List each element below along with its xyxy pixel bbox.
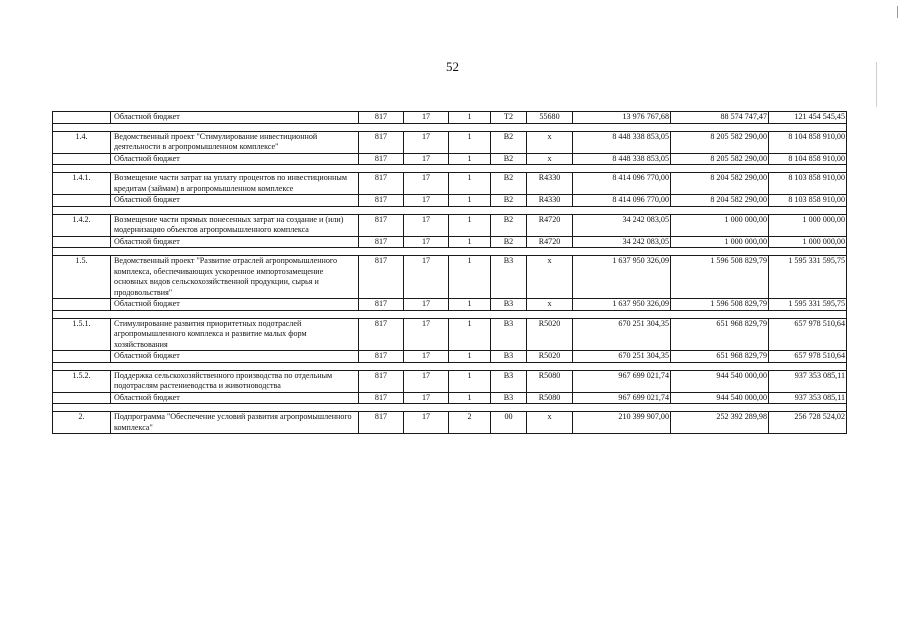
ministry-code-cell: 817 xyxy=(359,299,404,311)
amount-year3-cell: 1 000 000,00 xyxy=(769,214,847,236)
spacer-cell xyxy=(111,165,359,173)
amount-year3-cell: 8 104 858 910,00 xyxy=(769,153,847,165)
program-item-row xyxy=(53,412,847,434)
row-spacer xyxy=(53,206,847,214)
spacer-cell xyxy=(449,165,491,173)
spacer-cell xyxy=(53,404,111,412)
row-name-cell: Областной бюджет xyxy=(111,392,359,404)
amount-year3-cell: 1 595 331 595,75 xyxy=(769,299,847,311)
spacer-cell xyxy=(449,123,491,131)
amount-year2-cell: 8 204 582 290,00 xyxy=(671,195,769,207)
amount-year1-cell: 8 448 338 853,05 xyxy=(573,131,671,153)
program-code-cell: 17 xyxy=(404,173,449,195)
row-number-cell xyxy=(53,351,111,363)
expense-direction-cell: х xyxy=(527,299,573,311)
row-number-cell xyxy=(53,112,111,124)
measure-code-cell: В2 xyxy=(491,195,527,207)
spacer-cell xyxy=(53,206,111,214)
budget-source-row xyxy=(53,195,847,207)
expense-direction-cell: R5080 xyxy=(527,370,573,392)
spacer-cell xyxy=(527,165,573,173)
spacer-cell xyxy=(491,206,527,214)
amount-year1-cell: 34 242 083,05 xyxy=(573,236,671,248)
spacer-cell xyxy=(573,362,671,370)
program-code-cell: 17 xyxy=(404,112,449,124)
row-name-cell: Подпрограмма "Обеспечение условий развития агропромышленного комплекса" xyxy=(111,412,359,434)
ministry-code-cell: 817 xyxy=(359,370,404,392)
scan-edge-mark xyxy=(897,6,898,18)
program-code-cell: 17 xyxy=(404,412,449,434)
expense-direction-cell: R4720 xyxy=(527,236,573,248)
spacer-cell xyxy=(769,310,847,318)
spacer-cell xyxy=(491,165,527,173)
amount-year1-cell: 967 699 021,74 xyxy=(573,392,671,404)
spacer-cell xyxy=(404,362,449,370)
subprogram-code-cell: 1 xyxy=(449,299,491,311)
measure-code-cell: В2 xyxy=(491,153,527,165)
amount-year2-cell: 651 968 829,79 xyxy=(671,351,769,363)
measure-code-cell: В2 xyxy=(491,236,527,248)
row-spacer xyxy=(53,310,847,318)
spacer-cell xyxy=(111,206,359,214)
amount-year2-cell: 944 540 000,00 xyxy=(671,392,769,404)
budget-source-row xyxy=(53,351,847,363)
measure-code-cell: В3 xyxy=(491,370,527,392)
spacer-cell xyxy=(573,123,671,131)
amount-year1-cell: 1 637 950 326,09 xyxy=(573,256,671,299)
program-item-row xyxy=(53,214,847,236)
spacer-cell xyxy=(671,165,769,173)
measure-code-cell: В2 xyxy=(491,214,527,236)
ministry-code-cell: 817 xyxy=(359,112,404,124)
budget-source-row xyxy=(53,112,847,124)
spacer-cell xyxy=(111,248,359,256)
spacer-cell xyxy=(573,165,671,173)
spacer-cell xyxy=(769,206,847,214)
row-name-cell: Областной бюджет xyxy=(111,195,359,207)
ministry-code-cell: 817 xyxy=(359,131,404,153)
program-code-cell: 17 xyxy=(404,214,449,236)
ministry-code-cell: 817 xyxy=(359,412,404,434)
program-code-cell: 17 xyxy=(404,392,449,404)
row-number-cell: 1.5.1. xyxy=(53,318,111,351)
amount-year3-cell: 937 353 085,11 xyxy=(769,392,847,404)
spacer-cell xyxy=(404,206,449,214)
expense-direction-cell: 55680 xyxy=(527,112,573,124)
subprogram-code-cell: 1 xyxy=(449,153,491,165)
spacer-cell xyxy=(359,165,404,173)
program-code-cell: 17 xyxy=(404,370,449,392)
program-code-cell: 17 xyxy=(404,131,449,153)
spacer-cell xyxy=(404,310,449,318)
program-item-row xyxy=(53,370,847,392)
program-item-row xyxy=(53,318,847,351)
ministry-code-cell: 817 xyxy=(359,195,404,207)
program-code-cell: 17 xyxy=(404,299,449,311)
amount-year2-cell: 1 000 000,00 xyxy=(671,214,769,236)
budget-table xyxy=(52,111,847,434)
page-number: 52 xyxy=(446,59,459,74)
spacer-cell xyxy=(527,310,573,318)
program-code-cell: 17 xyxy=(404,318,449,351)
subprogram-code-cell: 1 xyxy=(449,392,491,404)
amount-year2-cell: 944 540 000,00 xyxy=(671,370,769,392)
row-number-cell: 1.4.2. xyxy=(53,214,111,236)
subprogram-code-cell: 1 xyxy=(449,195,491,207)
expense-direction-cell: R4330 xyxy=(527,173,573,195)
amount-year2-cell: 651 968 829,79 xyxy=(671,318,769,351)
spacer-cell xyxy=(449,248,491,256)
budget-source-row xyxy=(53,236,847,248)
scan-edge-mark xyxy=(876,62,877,107)
row-name-cell: Областной бюджет xyxy=(111,351,359,363)
program-code-cell: 17 xyxy=(404,195,449,207)
spacer-cell xyxy=(573,206,671,214)
amount-year1-cell: 8 414 096 770,00 xyxy=(573,195,671,207)
spacer-cell xyxy=(111,404,359,412)
measure-code-cell: 00 xyxy=(491,412,527,434)
spacer-cell xyxy=(404,404,449,412)
spacer-cell xyxy=(573,248,671,256)
expense-direction-cell: х xyxy=(527,412,573,434)
row-name-cell: Областной бюджет xyxy=(111,299,359,311)
amount-year1-cell: 1 637 950 326,09 xyxy=(573,299,671,311)
spacer-cell xyxy=(671,310,769,318)
amount-year2-cell: 8 205 582 290,00 xyxy=(671,153,769,165)
spacer-cell xyxy=(359,310,404,318)
row-name-cell: Ведомственный проект "Стимулирование инвестиционной деятельности в агропромышленном комплексе" xyxy=(111,131,359,153)
row-number-cell xyxy=(53,153,111,165)
row-name-cell: Поддержка сельскохозяйственного производства по отдельным подотраслям растениеводства и животноводства xyxy=(111,370,359,392)
spacer-cell xyxy=(527,404,573,412)
spacer-cell xyxy=(53,248,111,256)
spacer-cell xyxy=(769,165,847,173)
spacer-cell xyxy=(769,362,847,370)
row-name-cell: Ведомственный проект "Развитие отраслей агропромышленного комплекса, обеспечивающих ускоренное импортозамещение основных видов сельскохозяйственной продукции, сырья и продовольствия" xyxy=(111,256,359,299)
spacer-cell xyxy=(449,404,491,412)
spacer-cell xyxy=(404,123,449,131)
amount-year3-cell: 1 000 000,00 xyxy=(769,236,847,248)
measure-code-cell: В3 xyxy=(491,299,527,311)
expense-direction-cell: R5020 xyxy=(527,318,573,351)
expense-direction-cell: R5080 xyxy=(527,392,573,404)
budget-source-row xyxy=(53,392,847,404)
measure-code-cell: В2 xyxy=(491,131,527,153)
measure-code-cell: В3 xyxy=(491,392,527,404)
row-name-cell: Стимулирование развития приоритетных подотраслей агропромышленного комплекса и развитие малых форм хозяйствования xyxy=(111,318,359,351)
ministry-code-cell: 817 xyxy=(359,256,404,299)
spacer-cell xyxy=(449,362,491,370)
amount-year2-cell: 8 204 582 290,00 xyxy=(671,173,769,195)
row-number-cell: 1.5.2. xyxy=(53,370,111,392)
subprogram-code-cell: 1 xyxy=(449,370,491,392)
amount-year2-cell: 252 392 289,98 xyxy=(671,412,769,434)
spacer-cell xyxy=(491,310,527,318)
row-spacer xyxy=(53,123,847,131)
subprogram-code-cell: 1 xyxy=(449,112,491,124)
subprogram-code-cell: 2 xyxy=(449,412,491,434)
row-spacer xyxy=(53,165,847,173)
row-number-cell xyxy=(53,299,111,311)
row-spacer xyxy=(53,248,847,256)
spacer-cell xyxy=(111,362,359,370)
spacer-cell xyxy=(111,123,359,131)
amount-year2-cell: 1 000 000,00 xyxy=(671,236,769,248)
row-number-cell: 1.5. xyxy=(53,256,111,299)
measure-code-cell: В2 xyxy=(491,173,527,195)
subprogram-code-cell: 1 xyxy=(449,214,491,236)
expense-direction-cell: х xyxy=(527,153,573,165)
spacer-cell xyxy=(527,123,573,131)
ministry-code-cell: 817 xyxy=(359,173,404,195)
budget-source-row xyxy=(53,153,847,165)
row-name-cell: Областной бюджет xyxy=(111,236,359,248)
amount-year1-cell: 670 251 304,35 xyxy=(573,318,671,351)
program-code-cell: 17 xyxy=(404,256,449,299)
spacer-cell xyxy=(359,123,404,131)
spacer-cell xyxy=(769,248,847,256)
spacer-cell xyxy=(53,310,111,318)
ministry-code-cell: 817 xyxy=(359,392,404,404)
expense-direction-cell: х xyxy=(527,131,573,153)
ministry-code-cell: 817 xyxy=(359,153,404,165)
subprogram-code-cell: 1 xyxy=(449,173,491,195)
spacer-cell xyxy=(573,404,671,412)
spacer-cell xyxy=(404,248,449,256)
row-number-cell xyxy=(53,392,111,404)
spacer-cell xyxy=(449,206,491,214)
spacer-cell xyxy=(491,404,527,412)
spacer-cell xyxy=(671,123,769,131)
program-code-cell: 17 xyxy=(404,153,449,165)
table-body xyxy=(53,112,847,434)
row-number-cell xyxy=(53,236,111,248)
row-number-cell: 2. xyxy=(53,412,111,434)
amount-year2-cell: 1 596 508 829,79 xyxy=(671,299,769,311)
program-code-cell: 17 xyxy=(404,351,449,363)
row-name-cell: Возмещение части затрат на уплату процентов по инвестиционным кредитам (займам) в агропромышленном комплексе xyxy=(111,173,359,195)
program-item-row xyxy=(53,131,847,153)
amount-year3-cell: 8 103 858 910,00 xyxy=(769,173,847,195)
program-item-row xyxy=(53,173,847,195)
spacer-cell xyxy=(671,248,769,256)
subprogram-code-cell: 1 xyxy=(449,318,491,351)
amount-year1-cell: 13 976 767,68 xyxy=(573,112,671,124)
amount-year3-cell: 657 978 510,64 xyxy=(769,318,847,351)
amount-year1-cell: 8 448 338 853,05 xyxy=(573,153,671,165)
row-name-cell: Областной бюджет xyxy=(111,112,359,124)
program-code-cell: 17 xyxy=(404,236,449,248)
ministry-code-cell: 817 xyxy=(359,214,404,236)
spacer-cell xyxy=(769,123,847,131)
spacer-cell xyxy=(359,404,404,412)
amount-year3-cell: 1 595 331 595,75 xyxy=(769,256,847,299)
subprogram-code-cell: 1 xyxy=(449,236,491,248)
amount-year1-cell: 670 251 304,35 xyxy=(573,351,671,363)
expense-direction-cell: R4330 xyxy=(527,195,573,207)
ministry-code-cell: 817 xyxy=(359,236,404,248)
amount-year3-cell: 121 454 545,45 xyxy=(769,112,847,124)
spacer-cell xyxy=(491,362,527,370)
amount-year3-cell: 8 103 858 910,00 xyxy=(769,195,847,207)
spacer-cell xyxy=(359,248,404,256)
spacer-cell xyxy=(359,362,404,370)
expense-direction-cell: х xyxy=(527,256,573,299)
spacer-cell xyxy=(53,123,111,131)
spacer-cell xyxy=(491,123,527,131)
spacer-cell xyxy=(111,310,359,318)
row-name-cell: Возмещение части прямых понесенных затрат на создание и (или) модернизацию объектов агропромышленного комплекса xyxy=(111,214,359,236)
amount-year3-cell: 256 728 524,02 xyxy=(769,412,847,434)
row-number-cell: 1.4. xyxy=(53,131,111,153)
row-number-cell: 1.4.1. xyxy=(53,173,111,195)
spacer-cell xyxy=(491,248,527,256)
spacer-cell xyxy=(53,362,111,370)
amount-year1-cell: 8 414 096 770,00 xyxy=(573,173,671,195)
spacer-cell xyxy=(404,165,449,173)
amount-year3-cell: 657 978 510,64 xyxy=(769,351,847,363)
subprogram-code-cell: 1 xyxy=(449,351,491,363)
spacer-cell xyxy=(573,310,671,318)
subprogram-code-cell: 1 xyxy=(449,131,491,153)
row-spacer xyxy=(53,404,847,412)
measure-code-cell: Т2 xyxy=(491,112,527,124)
amount-year2-cell: 1 596 508 829,79 xyxy=(671,256,769,299)
spacer-cell xyxy=(671,206,769,214)
measure-code-cell: В3 xyxy=(491,318,527,351)
ministry-code-cell: 817 xyxy=(359,351,404,363)
spacer-cell xyxy=(671,404,769,412)
amount-year2-cell: 88 574 747,47 xyxy=(671,112,769,124)
spacer-cell xyxy=(449,310,491,318)
program-item-row xyxy=(53,256,847,299)
spacer-cell xyxy=(769,404,847,412)
ministry-code-cell: 817 xyxy=(359,318,404,351)
spacer-cell xyxy=(53,165,111,173)
budget-source-row xyxy=(53,299,847,311)
subprogram-code-cell: 1 xyxy=(449,256,491,299)
amount-year1-cell: 967 699 021,74 xyxy=(573,370,671,392)
spacer-cell xyxy=(527,362,573,370)
measure-code-cell: В3 xyxy=(491,351,527,363)
row-spacer xyxy=(53,362,847,370)
spacer-cell xyxy=(527,248,573,256)
amount-year1-cell: 210 399 907,00 xyxy=(573,412,671,434)
expense-direction-cell: R5020 xyxy=(527,351,573,363)
row-number-cell xyxy=(53,195,111,207)
spacer-cell xyxy=(527,206,573,214)
expense-direction-cell: R4720 xyxy=(527,214,573,236)
amount-year3-cell: 8 104 858 910,00 xyxy=(769,131,847,153)
row-name-cell: Областной бюджет xyxy=(111,153,359,165)
amount-year2-cell: 8 205 582 290,00 xyxy=(671,131,769,153)
spacer-cell xyxy=(671,362,769,370)
amount-year1-cell: 34 242 083,05 xyxy=(573,214,671,236)
spacer-cell xyxy=(359,206,404,214)
amount-year3-cell: 937 353 085,11 xyxy=(769,370,847,392)
measure-code-cell: В3 xyxy=(491,256,527,299)
